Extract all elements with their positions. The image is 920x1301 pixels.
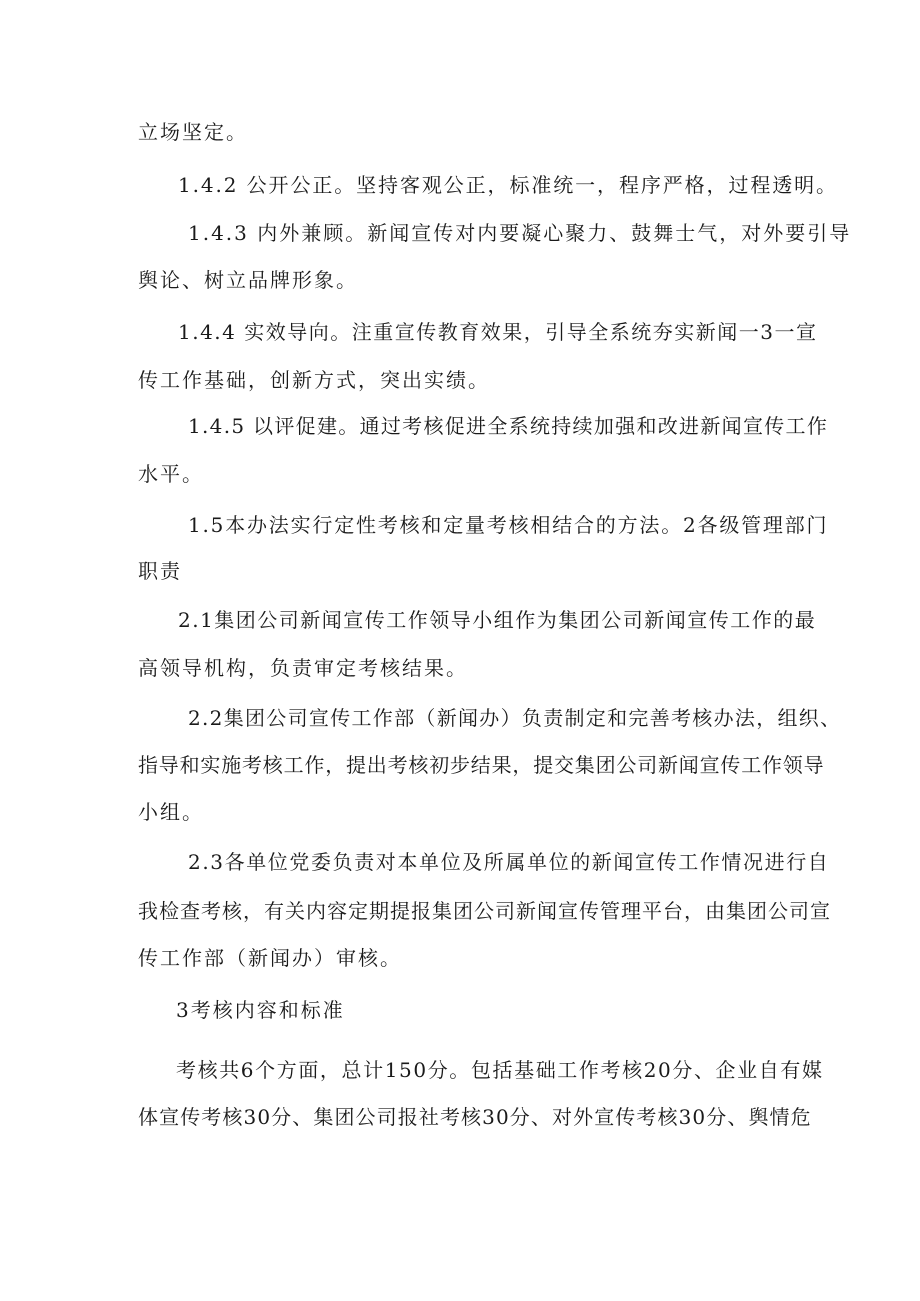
paragraph-line: 2.2集团公司宣传工作部（新闻办）负责制定和完善考核办法，组织、 — [188, 706, 842, 730]
paragraph-line: 1.4.4 实效导向。注重宣传教育效果，引导全系统夯实新闻一3一宣 — [178, 320, 818, 344]
paragraph-line: 考核共6个方面，总计150分。包括基础工作考核20分、企业自有媒 — [176, 1058, 824, 1082]
paragraph-line: 职责 — [138, 559, 182, 583]
section-heading: 3考核内容和标准 — [176, 998, 345, 1022]
paragraph-line: 舆论、树立品牌形象。 — [138, 268, 358, 292]
paragraph-line: 体宣传考核30分、集团公司报社考核30分、对外宣传考核30分、舆情危 — [138, 1105, 812, 1129]
paragraph-line: 指导和实施考核工作，提出考核初步结果，提交集团公司新闻宣传工作领导 — [138, 753, 825, 777]
paragraph-line: 传工作部（新闻办）审核。 — [138, 946, 402, 970]
paragraph-line: 传工作基础，创新方式，突出实绩。 — [138, 368, 490, 392]
paragraph-line: 高领导机构，负责审定考核结果。 — [138, 656, 468, 680]
paragraph-line: 我检查考核，有关内容定期提报集团公司新闻宣传管理平台，由集团公司宣 — [138, 899, 831, 923]
paragraph-line: 2.3各单位党委负责对本单位及所属单位的新闻宣传工作情况进行自 — [188, 850, 830, 874]
paragraph-line: 水平。 — [138, 462, 204, 486]
paragraph-line: 1.4.3 内外兼顾。新闻宣传对内要凝心聚力、鼓舞士气，对外要引导 — [188, 221, 852, 245]
paragraph-line: 2.1集团公司新闻宣传工作领导小组作为集团公司新闻宣传工作的最 — [178, 608, 817, 632]
paragraph-line: 1.4.5 以评促建。通过考核促进全系统持续加强和改进新闻宣传工作 — [188, 414, 829, 438]
paragraph-line: 1.4.2 公开公正。坚持客观公正，标准统一，程序严格，过程透明。 — [178, 173, 838, 197]
paragraph-line: 1.5本办法实行定性考核和定量考核相结合的方法。2各级管理部门 — [188, 513, 829, 537]
paragraph-line: 小组。 — [138, 800, 204, 824]
paragraph-line: 立场坚定。 — [138, 120, 248, 144]
